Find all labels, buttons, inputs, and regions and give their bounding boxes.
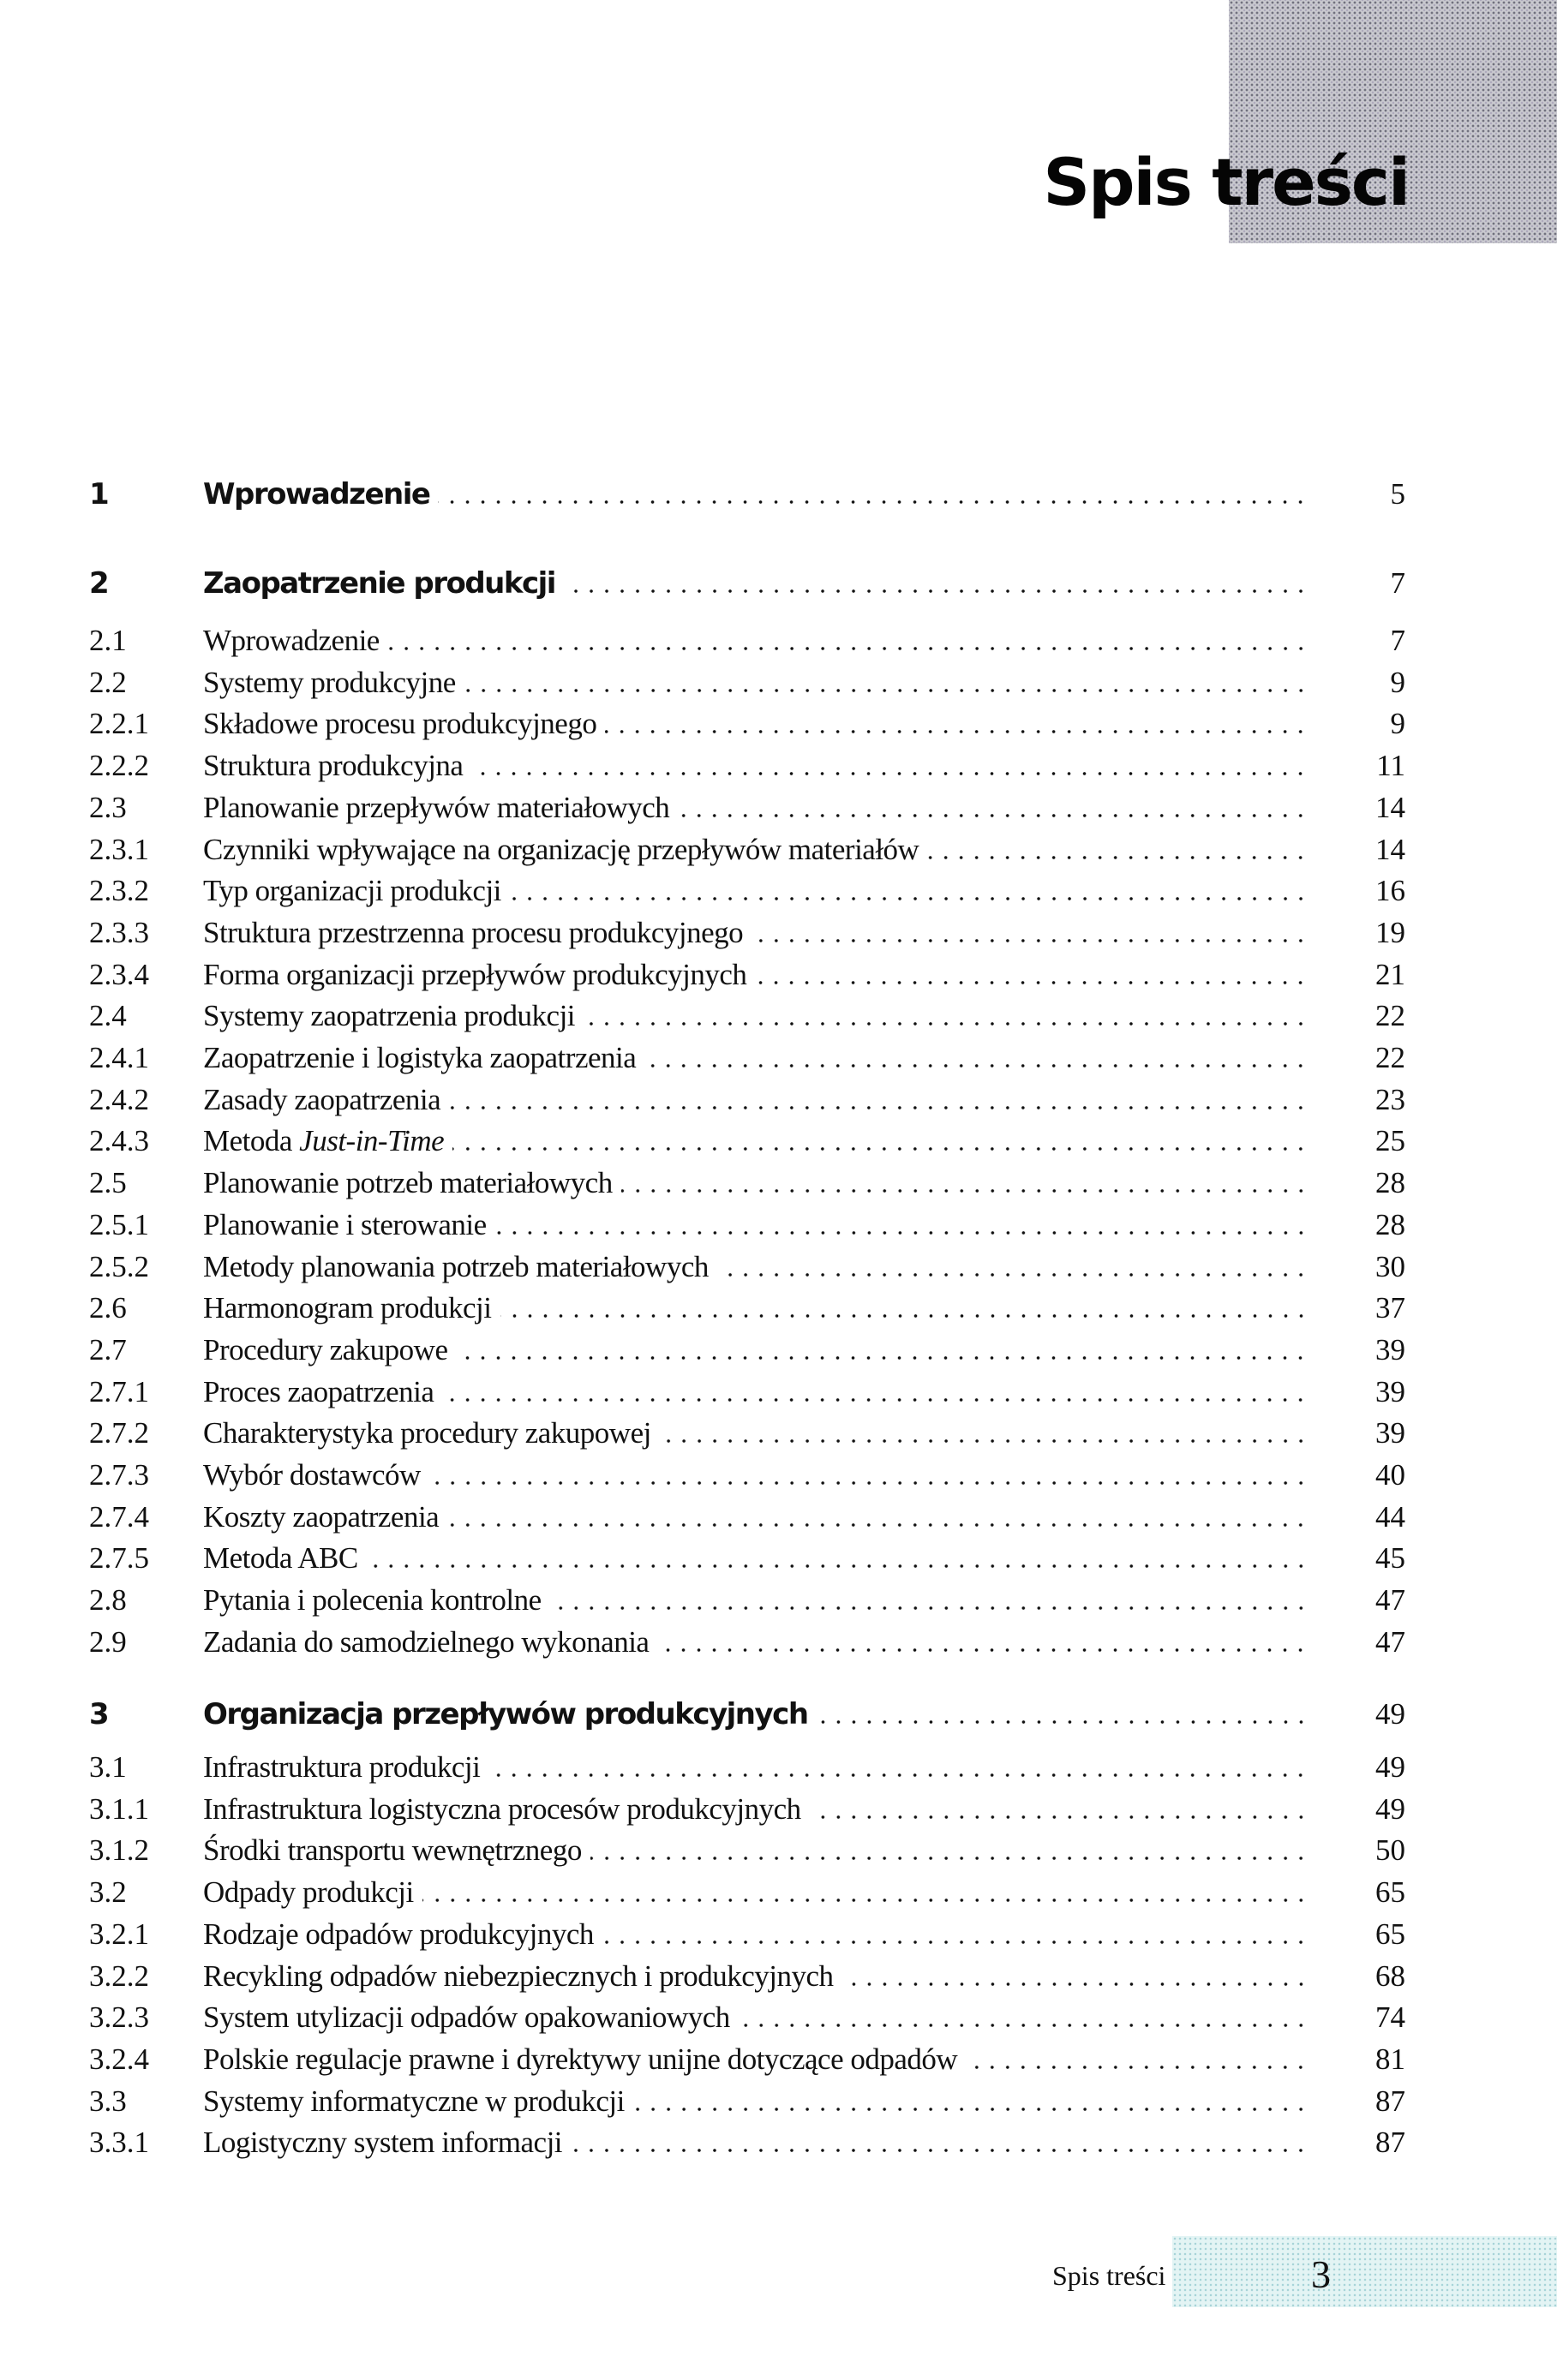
dot-leader xyxy=(449,1106,1308,1109)
toc-entry[interactable] xyxy=(0,743,1557,783)
toc-entry-number: 2.6 xyxy=(89,1291,127,1325)
toc-entry-title: Forma organizacji przepływów produkcyjnych xyxy=(203,957,747,991)
toc-entry-number: 3.1 xyxy=(89,1750,127,1784)
toc-entry-page: 9 xyxy=(1390,665,1405,699)
dot-leader xyxy=(810,1815,1308,1819)
toc-entry[interactable] xyxy=(0,785,1557,822)
toc-entry-title: Zasady zaopatrzenia xyxy=(203,1082,441,1116)
toc-entry-page: 7 xyxy=(1390,566,1405,600)
toc-entry-title: Systemy produkcyjne xyxy=(203,665,456,699)
toc-entry-page: 7 xyxy=(1390,624,1405,657)
toc-entry-title: Recykling odpadów niebezpiecznych i produkcyjnych xyxy=(203,1958,834,1993)
toc-entry-number: 2.2.2 xyxy=(89,749,149,783)
toc-entry-number: 3.2.1 xyxy=(89,1917,149,1951)
dot-leader xyxy=(447,1523,1308,1527)
toc-entry-page: 49 xyxy=(1375,1791,1405,1826)
toc-entry-number: 2.5.2 xyxy=(89,1249,149,1283)
dot-leader xyxy=(367,1564,1308,1568)
toc-entry-page: 81 xyxy=(1375,2042,1405,2076)
toc-entry-title: Procedury zakupowe xyxy=(203,1332,448,1366)
toc-entry[interactable] xyxy=(0,1869,1557,1910)
dot-leader xyxy=(657,1648,1308,1652)
toc-entry-number: 3.1.2 xyxy=(89,1833,149,1868)
toc-entry-title: Koszty zaopatrzenia xyxy=(203,1499,440,1534)
toc-entry-number: 3 xyxy=(89,1697,109,1731)
toc-entry[interactable] xyxy=(0,1285,1557,1323)
dot-leader xyxy=(590,1857,1308,1860)
toc-entry-page: 47 xyxy=(1375,1624,1405,1659)
toc-entry-number: 2.7.4 xyxy=(89,1499,149,1534)
toc-entry-number: 2.4.3 xyxy=(89,1124,149,1158)
toc-entry[interactable] xyxy=(0,1494,1557,1532)
toc-entry-number: 2.7 xyxy=(89,1332,127,1366)
toc-entry-page: 14 xyxy=(1375,832,1405,866)
toc-entry[interactable] xyxy=(0,1452,1557,1490)
toc-entry-number: 2.3.1 xyxy=(89,832,149,866)
dot-leader xyxy=(633,2108,1308,2111)
toc-entry-title: Środki transportu wewnętrznego xyxy=(203,1833,582,1868)
toc-entry-number: 2.7.2 xyxy=(89,1416,149,1450)
toc-entry-number: 3.2.4 xyxy=(89,2042,149,2076)
toc-entry[interactable] xyxy=(0,1118,1557,1156)
toc-entry[interactable] xyxy=(0,1911,1557,1949)
toc-entry[interactable] xyxy=(0,2036,1557,2074)
toc-entry-page: 30 xyxy=(1375,1249,1405,1283)
dot-leader xyxy=(717,1273,1308,1277)
toc-entry-title: Organizacja przepływów produkcyjnych xyxy=(203,1697,808,1731)
toc-entry-title: Planowanie potrzeb materiałowych xyxy=(203,1166,613,1200)
dot-leader xyxy=(510,897,1308,900)
toc-entry-number: 2.7.3 xyxy=(89,1458,149,1492)
toc-entry[interactable] xyxy=(0,827,1557,864)
toc-entry-page: 16 xyxy=(1375,874,1405,908)
toc-entry-page: 22 xyxy=(1375,999,1405,1033)
dot-leader xyxy=(495,1231,1308,1235)
toc-entry-number: 2.2.1 xyxy=(89,707,149,741)
dot-leader xyxy=(678,814,1308,817)
dot-leader xyxy=(488,1773,1308,1777)
toc-entry-title: Wprowadzenie xyxy=(203,477,430,511)
toc-entry-number: 3.1.1 xyxy=(89,1791,149,1826)
toc-entry[interactable] xyxy=(0,993,1557,1031)
dot-leader xyxy=(927,856,1308,859)
toc-entry-page: 87 xyxy=(1375,2084,1405,2118)
dot-leader xyxy=(966,2066,1308,2069)
toc-entry-title: Pytania i polecenia kontrolne xyxy=(203,1583,542,1618)
toc-entry-number: 3.3.1 xyxy=(89,2126,149,2160)
running-footer-title: Spis treści xyxy=(1052,2260,1166,2291)
toc-entry[interactable] xyxy=(0,910,1557,948)
toc-entry-title: Struktura produkcyjna xyxy=(203,749,464,783)
toc-entry-page: 5 xyxy=(1390,477,1405,511)
toc-entry-page: 65 xyxy=(1375,1917,1405,1951)
dot-leader xyxy=(452,1147,1308,1151)
dot-leader xyxy=(564,589,1308,593)
toc-entry[interactable] xyxy=(0,1327,1557,1365)
toc-entry-title-italic: Just-in-Time xyxy=(299,1124,445,1158)
toc-entry-number: 2.7.5 xyxy=(89,1541,149,1576)
toc-entry-number: 2.4 xyxy=(89,999,127,1033)
toc-entry-page: 25 xyxy=(1375,1124,1405,1158)
toc-entry-title: Polskie regulacje prawne i dyrektywy unijne dotyczące odpadów xyxy=(203,2042,958,2076)
toc-entry-number: 2.4.2 xyxy=(89,1082,149,1116)
dot-leader xyxy=(817,1720,1308,1724)
toc-entry-title: Metody planowania potrzeb materiałowych xyxy=(203,1249,709,1283)
toc-entry-number: 2.3.4 xyxy=(89,957,149,991)
toc-entry-page: 39 xyxy=(1375,1374,1405,1408)
toc-entry[interactable] xyxy=(0,1077,1557,1115)
toc-entry-title: Planowanie przepływów materiałowych xyxy=(203,790,670,824)
toc-chapter[interactable] xyxy=(0,1691,1557,1729)
toc-entry-page: 39 xyxy=(1375,1416,1405,1450)
page-number: 3 xyxy=(1311,2252,1331,2296)
toc-chapter[interactable] xyxy=(0,471,1557,509)
toc-entry-page: 28 xyxy=(1375,1166,1405,1200)
dot-leader xyxy=(644,1064,1308,1067)
toc-chapter[interactable] xyxy=(0,560,1557,601)
toc-entry-title xyxy=(203,1126,444,1156)
dot-leader xyxy=(388,647,1308,650)
toc-entry-title: Metoda ABC xyxy=(203,1541,358,1576)
dot-leader xyxy=(739,2024,1308,2027)
toc-entry-number: 2.5 xyxy=(89,1166,127,1200)
toc-entry-number: 3.2.2 xyxy=(89,1958,149,1993)
toc-entry-page: 37 xyxy=(1375,1291,1405,1325)
toc-entry-page: 11 xyxy=(1376,749,1405,783)
toc-entry[interactable] xyxy=(0,1577,1557,1618)
toc-entry-page: 50 xyxy=(1375,1833,1405,1868)
toc-entry[interactable] xyxy=(0,1953,1557,1991)
toc-entry[interactable] xyxy=(0,868,1557,906)
dot-leader xyxy=(438,500,1308,504)
toc-entry[interactable] xyxy=(0,1369,1557,1407)
toc-entry-page: 65 xyxy=(1375,1875,1405,1910)
toc-entry[interactable] xyxy=(0,1744,1557,1782)
toc-entry[interactable] xyxy=(0,1786,1557,1824)
dot-leader xyxy=(456,1356,1308,1360)
footer-halftone-box xyxy=(1172,2236,1557,2307)
toc-entry-page: 49 xyxy=(1375,1697,1405,1731)
toc-entry-page: 74 xyxy=(1375,2000,1405,2035)
toc-entry-title: System utylizacji odpadów opakowaniowych xyxy=(203,2000,730,2035)
toc-entry[interactable] xyxy=(0,618,1557,655)
toc-entry-title: Rodzaje odpadów produkcyjnych xyxy=(203,1917,594,1951)
toc-entry-page: 21 xyxy=(1375,957,1405,991)
toc-entry-title: Charakterystyka procedury zakupowej xyxy=(203,1416,651,1450)
toc-entry[interactable] xyxy=(0,1535,1557,1576)
toc-entry[interactable] xyxy=(0,1160,1557,1198)
toc-entry-number: 2 xyxy=(89,566,109,601)
toc-entry[interactable] xyxy=(0,1410,1557,1448)
toc-entry-page: 44 xyxy=(1375,1499,1405,1534)
dot-leader xyxy=(755,981,1308,984)
toc-entry[interactable] xyxy=(0,2120,1557,2160)
toc-entry-number: 2.1 xyxy=(89,624,127,657)
toc-entry-number: 1 xyxy=(89,477,109,511)
toc-entry-number: 3.2 xyxy=(89,1875,127,1910)
toc-entry[interactable] xyxy=(0,1244,1557,1282)
toc-entry[interactable] xyxy=(0,1994,1557,2035)
toc-entry[interactable] xyxy=(0,660,1557,697)
toc-entry-title: Typ organizacji produkcji xyxy=(203,874,501,908)
toc-entry-page: 9 xyxy=(1390,707,1405,741)
toc-entry[interactable] xyxy=(0,2078,1557,2116)
toc-entry-title: Zadania do samodzielnego wykonania xyxy=(203,1624,650,1659)
dot-leader xyxy=(422,1899,1308,1902)
toc-entry-page: 68 xyxy=(1375,1958,1405,1993)
dot-leader xyxy=(471,772,1308,775)
toc-entry-number: 2.3.3 xyxy=(89,915,149,949)
toc-entry-number: 2.5.1 xyxy=(89,1207,149,1241)
toc-entry-number: 2.9 xyxy=(89,1624,127,1659)
page-title: Spis treści xyxy=(1043,144,1409,220)
toc-entry-page: 14 xyxy=(1375,790,1405,824)
dot-leader xyxy=(571,2149,1308,2152)
toc-entry-page: 45 xyxy=(1375,1541,1405,1576)
toc-entry-title: Zaopatrzenie i logistyka zaopatrzenia xyxy=(203,1041,637,1074)
toc-entry-number: 2.3 xyxy=(89,790,127,824)
dot-leader xyxy=(752,939,1308,942)
toc-entry[interactable] xyxy=(0,1619,1557,1657)
dot-leader xyxy=(584,1022,1308,1026)
toc-entry-number: 2.4.1 xyxy=(89,1041,149,1074)
dot-leader xyxy=(660,1439,1308,1443)
toc-entry[interactable] xyxy=(0,1035,1557,1073)
dot-leader xyxy=(429,1481,1308,1485)
toc-entry[interactable] xyxy=(0,1202,1557,1240)
toc-entry-page: 87 xyxy=(1375,2126,1405,2160)
toc-entry-title: Logistyczny system informacji xyxy=(203,2126,563,2160)
toc-entry-title: Wprowadzenie xyxy=(203,624,380,657)
dot-leader xyxy=(602,1940,1308,1944)
toc-entry-title: Infrastruktura produkcji xyxy=(203,1750,481,1784)
toc-entry-number: 3.3 xyxy=(89,2084,127,2118)
toc-entry-title: Infrastruktura logistyczna procesów produkcyjnych xyxy=(203,1791,801,1826)
toc-entry-title: Planowanie i sterowanie xyxy=(203,1207,487,1241)
toc-entry-title: Odpady produkcji xyxy=(203,1875,414,1910)
dot-leader xyxy=(442,1398,1308,1402)
toc-entry-title-plain: Metoda xyxy=(203,1124,300,1158)
toc-entry-number: 2.2 xyxy=(89,665,127,699)
toc-entry-title: Systemy informatyczne w produkcji xyxy=(203,2084,625,2118)
toc-entry-title: Struktura przestrzenna procesu produkcyjnego xyxy=(203,915,744,949)
toc-entry-page: 19 xyxy=(1375,915,1405,949)
dot-leader xyxy=(621,1189,1308,1193)
toc-entry-page: 23 xyxy=(1375,1082,1405,1116)
toc-entry-number: 3.2.3 xyxy=(89,2000,149,2035)
toc-entry-page: 39 xyxy=(1375,1332,1405,1366)
dot-leader xyxy=(500,1314,1309,1318)
dot-leader xyxy=(605,730,1308,733)
toc-entry-page: 22 xyxy=(1375,1041,1405,1074)
toc-entry-page: 49 xyxy=(1375,1750,1405,1784)
toc-entry-number: 2.3.2 xyxy=(89,874,149,908)
toc-entry[interactable] xyxy=(0,701,1557,739)
dot-leader xyxy=(550,1606,1308,1610)
toc-entry-title: Wybór dostawców xyxy=(203,1458,421,1492)
toc-entry-title: Zaopatrzenie produkcji xyxy=(203,566,555,601)
toc-entry-page: 47 xyxy=(1375,1583,1405,1618)
toc-entry-title: Składowe procesu produkcyjnego xyxy=(203,707,597,741)
dot-leader xyxy=(842,1982,1308,1986)
toc-entry-page: 28 xyxy=(1375,1207,1405,1241)
toc-entry-title: Czynniki wpływające na organizację przepływów materiałów xyxy=(203,832,919,866)
toc-entry[interactable] xyxy=(0,1827,1557,1868)
toc-entry-number: 2.8 xyxy=(89,1583,127,1618)
toc-entry-page: 40 xyxy=(1375,1458,1405,1492)
dot-leader xyxy=(464,689,1308,692)
toc-entry-number: 2.7.1 xyxy=(89,1374,149,1408)
toc-entry-title: Proces zaopatrzenia xyxy=(203,1374,434,1408)
toc-entry-title: Harmonogram produkcji xyxy=(203,1291,492,1325)
toc-entry-title: Systemy zaopatrzenia produkcji xyxy=(203,999,576,1033)
toc-entry[interactable] xyxy=(0,952,1557,990)
